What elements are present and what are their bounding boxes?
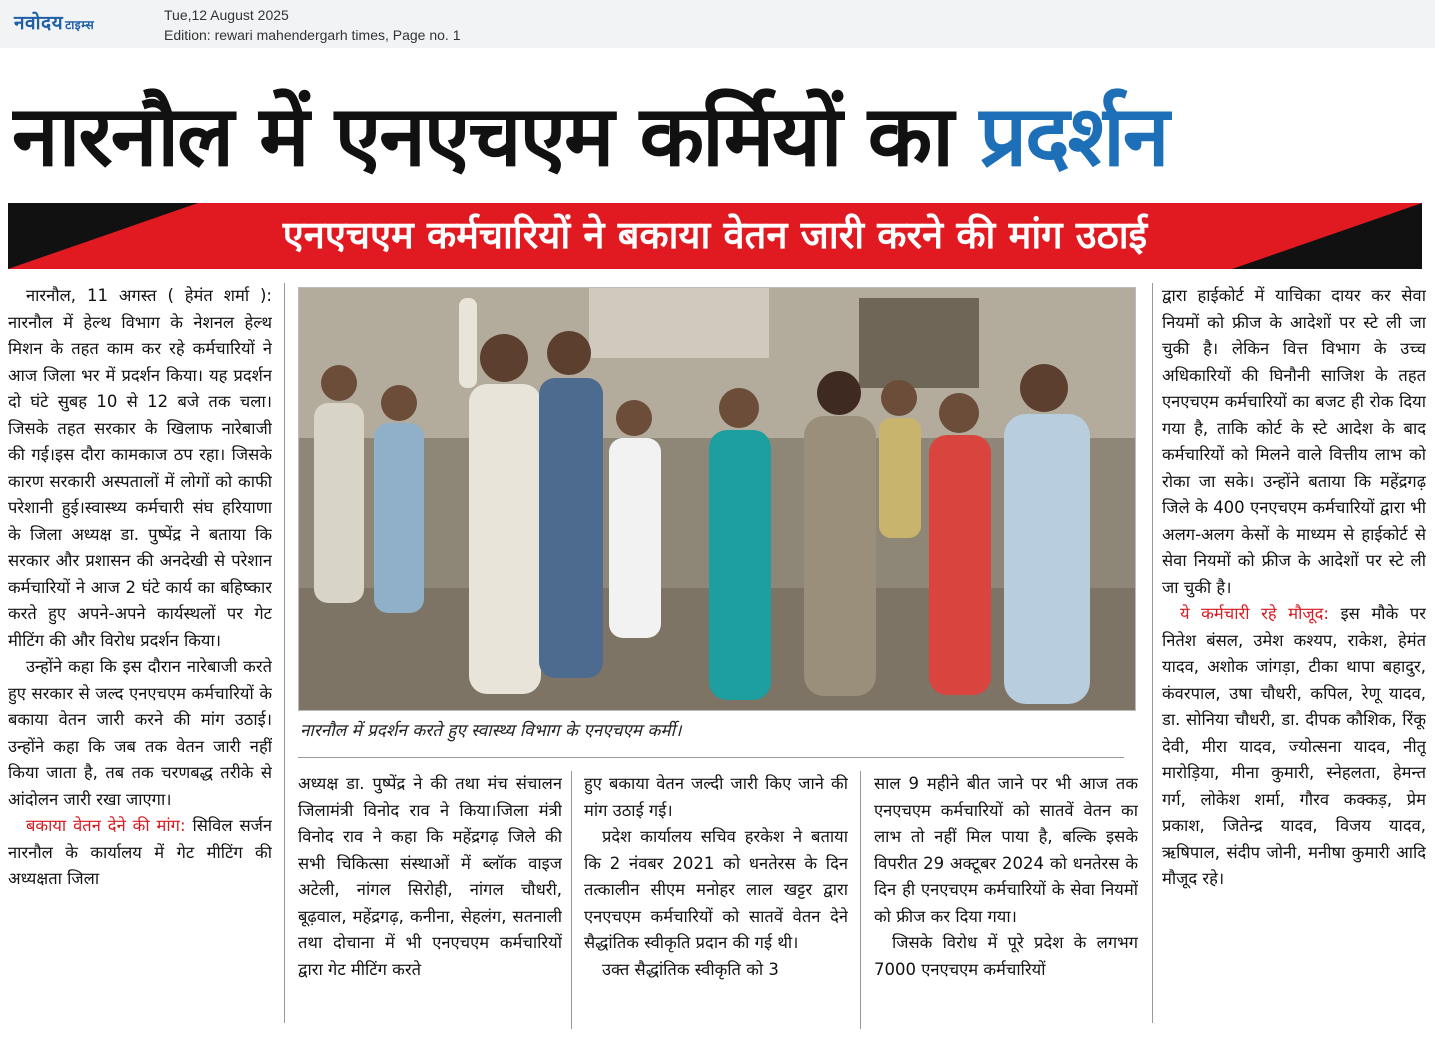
col5-subheading: ये कर्मचारी रहे मौजूद: <box>1180 604 1329 623</box>
article-column-4 <box>874 771 1138 1033</box>
col1-paragraph-3 <box>8 813 272 893</box>
col5-paragraph-1: द्वारा हाईकोर्ट में याचिका दायर कर सेवा नियमों को फ्रीज के आदेशों पर स्टे ली जा चुकी है। लेकिन वित्त विभाग के उच्च अधिकारियों की घिनौनी साजिश के तहत एनएचएम कर्मचारियों का बजट ही रोक दिया गया है, ताकि कोर्ट के स्टे आदेश के बाद कर्मचारियों को मिलने वाले वित्तीय लाभ को रोका जा सके। उन्होंने बताया कि महेंद्रगढ़ जिले के 400 एनएचएम कर्मचारियों द्वारा भी अलग-अलग केसों के माध्यम से हाईकोर्ट से सेवा नियमों को फ्रीज के आदेशों पर स्टे ली जा चुकी है। <box>1162 286 1426 597</box>
headline <box>12 78 1427 196</box>
col5-paragraph-2 <box>1162 601 1426 893</box>
logo-subtitle: टाइम्स <box>65 18 95 32</box>
article-column-5 <box>1162 283 1426 1023</box>
photo-window <box>589 288 769 358</box>
masthead <box>0 0 1435 48</box>
edition-name: Edition: rewari mahendergarh times, Page no. 1 <box>164 27 461 43</box>
col4-paragraph-2: जिसके विरोध में पूरे प्रदेश के लगभग 7000 एनएचएम कर्मचारियों <box>874 933 1138 979</box>
protest-photo <box>298 287 1136 711</box>
column-divider <box>860 771 861 1029</box>
edition-date: Tue,12 August 2025 <box>164 7 289 23</box>
article-column-3 <box>584 771 848 1033</box>
column-divider <box>571 771 572 1029</box>
col1-subheading: बकाया वेतन देने की मांग: <box>26 816 186 835</box>
col4-paragraph-1: साल 9 महीने बीत जाने पर भी आज तक एनएचएम कर्मचारियों को सातवें वेतन का लाभ तो नहीं मिल पाया है, बल्कि इसके विपरीत 29 अक्टूबर 2024 को धनतेरस के दिन ही एनएचएम कर्मचारियों के सेवा नियमों को फ्रीज कर दिया गया। <box>874 774 1138 926</box>
subheadline: एनएचएम कर्मचारियों ने बकाया वेतन जारी करने की मांग उठाई <box>282 213 1148 257</box>
article-column-2 <box>298 771 562 1033</box>
col3-paragraph-2: प्रदेश कार्यालय सचिव हरकेश ने बताया कि 2 नंवबर 2021 को धनतेरस के दिन तत्कालीन सीएम मनोहर लाल खट्टर द्वारा एनएचएम कर्मचारियों को सातवें वेतन देने सैद्धांतिक स्वीकृति प्रदान की गई थी। <box>584 827 848 952</box>
caption-rule <box>298 757 1124 758</box>
newspaper-logo[interactable] <box>14 9 94 35</box>
column-divider <box>1152 283 1153 1023</box>
headline-main: नारनौल में एनएचएम कर्मियों का <box>12 87 953 185</box>
headline-accent: प्रदर्शन <box>979 87 1168 185</box>
edition-info <box>164 5 461 45</box>
logo-title: नवोदय <box>14 12 64 34</box>
col2-paragraph-1: अध्यक्ष डा. पुष्पेंद्र ने की तथा मंच संचालन जिलामंत्री विनोद राव ने किया।जिला मंत्री विनोद राव ने कहा कि महेंद्रगढ़ जिले की सभी चिकित्सा संस्थाओं में ब्लॉक वाइज अटेली, नांगल सिरोही, नांगल चौधरी, बूढ़वाल, महेंद्रगढ़, कनीना, सेहलंग, सतनाली तथा दोचाना में भी एनएचएम कर्मचारियों द्वारा गेट मीटिंग करते <box>298 774 562 979</box>
col1-paragraph-3-text: सिविल सर्जन नारनौल के कार्यालय में गेट मीटिंग की अध्यक्षता जिला <box>8 816 272 888</box>
article-column-1 <box>8 283 272 1023</box>
subheadline-banner <box>8 203 1422 269</box>
col5-paragraph-2-text: इस मौके पर नितेश बंसल, उमेश कश्यप, राकेश, हेमंत यादव, अशोक जांगड़ा, टीका थापा बहादुर, कंवरपाल, उषा चौधरी, कपिल, रेणू यादव, डा. सोनिया चौधरी, डा. दीपक कौशिक, रिंकू देवी, मीरा यादव, ज्योत्सना यादव, नीतू मारोड़िया, मीना कुमारी, स्नेहलता, हेमन्त गर्ग, लोकेश शर्मा, गौरव कक्कड़, प्रेम प्रकाश, जितेन्द्र यादव, विजय यादव, ऋषिपाल, संदीप जोनी, मनीषा कुमारी आदि मौजूद रहे। <box>1162 604 1426 888</box>
col1-paragraph-1: नारनौल, 11 अगस्त ( हेमंत शर्मा ): नारनौल में हेल्थ विभाग के नेशनल हेल्थ मिशन के तहत काम कर रहे कर्मचारियों ने आज जिला भर में प्रदर्शन किया। यह प्रदर्शन दो घंटे सुबह 10 से 12 बजे तक चला। जिसके तहत सरकार के खिलाफ नारेबाजी की गई।इस दौरा कामकाज ठप रहा। जिसके कारण सरकारी अस्पतालों में लोगों को काफी परेशानी हुई।स्वास्थ्य कर्मचारी संघ हरियाणा के जिला अध्यक्ष डा. पुष्पेंद्र ने बताया कि सरकार और प्रशासन की अनदेखी से परेशान कर्मचारियों ने आज 2 घंटे कार्य का बहिष्कार करते हुए अपने-अपने कार्यस्थलों पर गेट मीटिंग की और विरोध प्रदर्शन किया। <box>8 286 272 650</box>
photo-illustration <box>299 288 1136 711</box>
col1-paragraph-2: उन्होंने कहा कि इस दौरान नारेबाजी करते हुए सरकार से जल्द एनएचएम कर्मचारियों के बकाया वेतन जारी करने की मांग उठाई। उन्होंने कहा कि जब तक वेतन जारी नहीं किया जाता है, तब तक चरणबद्ध तरीके से आंदोलन जारी रखा जाएगा। <box>8 657 272 809</box>
column-divider <box>284 283 285 1023</box>
col3-paragraph-3: उक्त सैद्धांतिक स्वीकृति को 3 <box>602 959 779 979</box>
col3-paragraph-1: हुए बकाया वेतन जल्दी जारी किए जाने की मांग उठाई गई। <box>584 774 848 820</box>
photo-caption: नारनौल में प्रदर्शन करते हुए स्वास्थ्य विभाग के एनएचएम कर्मी। <box>300 721 682 741</box>
photo-door <box>859 298 979 388</box>
